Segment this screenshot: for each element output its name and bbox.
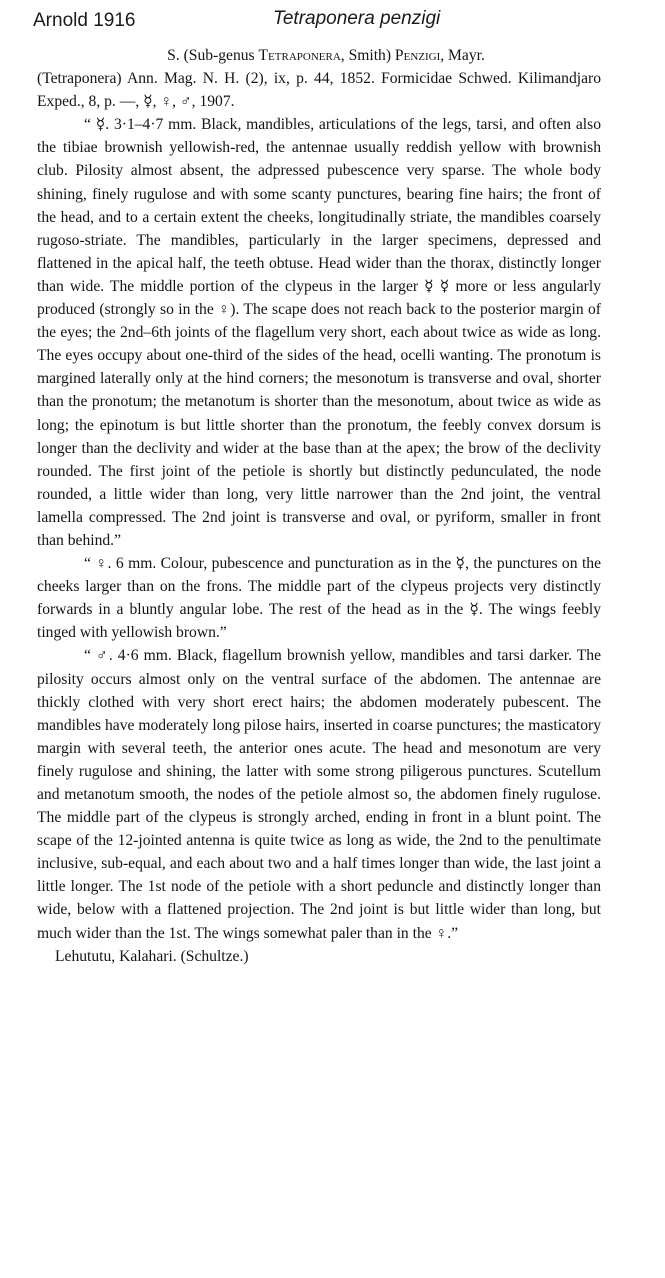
title-subgenus: Tetraponera [258, 47, 341, 64]
species-title [37, 44, 601, 67]
author-year-label: Arnold 1916 [33, 10, 136, 31]
male-description: “ ♂. 4·6 mm. Black, flagellum brownish yellow, mandibles and tarsi darker. The pilosity occurs almost only on the ventral surface of the abdomen. The antennae are thickly clothed with very short erect hairs; the abdomen moderately pubescent. The mandibles have moderately long pilose hairs, inserted in coarse punctures; the masticatory margin with several teeth, the anterior ones acute. The head and mesonotum are very finely rugulose and shining, the latter with some strong piligerous punctures. Scutellum and metanotum smooth, the nodes of the petiole almost so, the abdomen finely rugulose. The middle part of the clypeus is strongly arched, ending in front in a blunt point. The scape of the 12-jointed antenna is quite twice as long as wide, the 2nd to the penultimate inclusive, sub-equal, and each about two and a half times longer than wide, the last joint a little longer. The 1st node of the petiole with a short peduncle and distinctly longer than wide, below with a flattened projection. The 2nd joint is but little wider than long, but much wider than the 1st. The wings somewhat paler than in the ♀.” [37, 647, 601, 942]
literature-citation: (Tetraponera) Ann. Mag. N. H. (2), ix, p. 44, 1852. Formicidae Schwed. Kilimandjaro Exped., 8, p. —, ☿, ♀, ♂, 1907. [37, 70, 601, 111]
page-header [0, 6, 665, 36]
locality-record: Lehututu, Kalahari. (Schultze.) [55, 947, 249, 965]
title-middle: , Smith) [340, 47, 395, 64]
female-description: “ ♀. 6 mm. Colour, pubescence and puncturation as in the ☿, the punctures on the cheeks larger than on the frons. The middle part of the clypeus projects very distinctly forwards in a bluntly angular lobe. The rest of the head as in the ☿. The wings feebly tinged with yellowish brown.” [37, 555, 601, 642]
worker-description: “ ☿. 3·1–4·7 mm. Black, mandibles, articulations of the legs, tarsi, and often also the tibiae brownish yellowish-red, the antennae usually reddish yellow with brownish club. Pilosity almost absent, the adpressed pubescence very sparse. The whole body shining, finely rugulose and with some scanty punctures, bearing fine hairs; the front of the head, and to a certain extent the cheeks, longitudinally striate, the mandibles coarsely rugoso-striate. The mandibles, particularly in the larger specimens, depressed and flattened in the apical half, the teeth obtuse. Head wider than the thorax, distinctly longer than wide. The middle portion of the clypeus in the larger ☿ ☿ more or less angularly produced (strongly so in the ♀). The scape does not reach back to the posterior margin of the eyes; the 2nd–6th joints of the flagellum very short, each about twice as wide as long. The eyes occupy about one-third of the sides of the head, ocelli wanting. The pronotum is margined laterally only at the hind corners; the mesonotum is transverse and oval, shorter than the pronotum; the metanotum is shorter than the mesonotum, about twice as wide as long; the epinotum is but little shorter than the pronotum, the feebly convex dorsum is longer than the declivity and wider at the base than at the apex; the brow of the declivity rounded. The first joint of the petiole is shortly but distinctly pedunculated, the node rounded, a little wider than long, very little narrower than the 2nd joint, the ventral lamella compressed. The 2nd joint is transverse and oval, or pyriform, smaller in front than behind.” [37, 116, 601, 549]
species-heading: Tetraponera penzigi [273, 8, 441, 29]
title-prefix: S. (Sub-genus [167, 47, 259, 64]
title-species: Penzigi [394, 47, 441, 64]
title-suffix: , Mayr. [440, 47, 485, 64]
document-body [37, 44, 601, 968]
